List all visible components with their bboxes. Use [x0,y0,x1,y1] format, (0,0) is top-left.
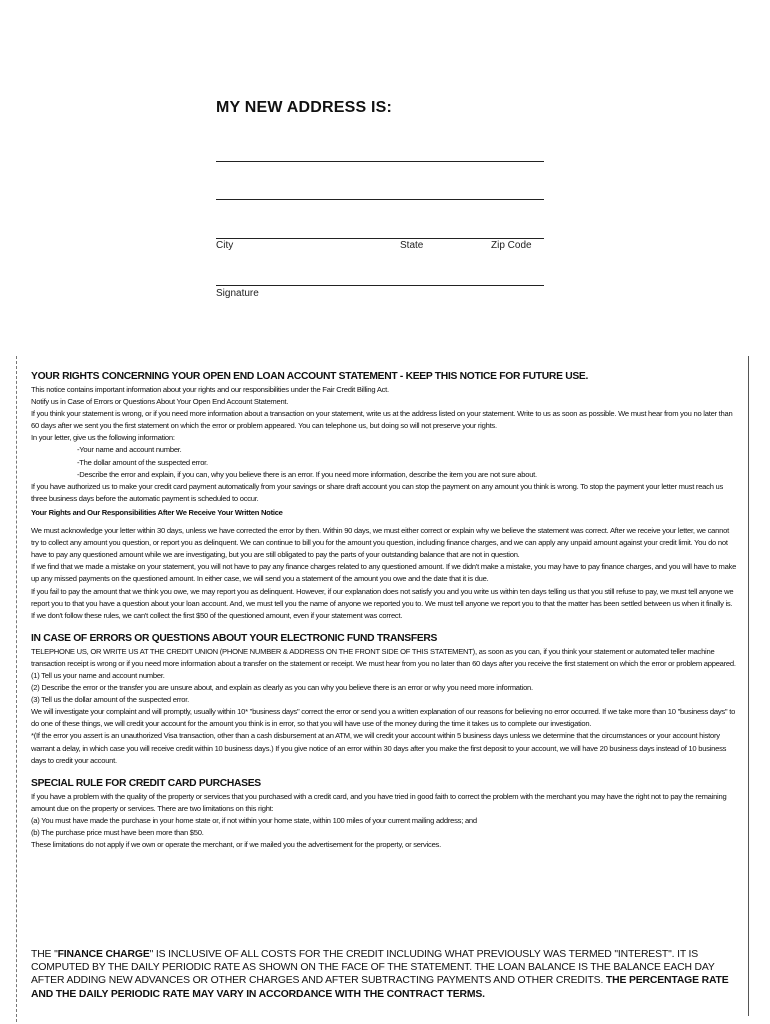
signature-line[interactable] [216,285,544,286]
rights-intro: This notice contains important information about your rights and our responsibilities under the Fair Credit Billing Act. [31,385,389,394]
special-item-a: (a) You must have made the purchase in your home state or, if not within your home state, within 100 miles of your current mailing address; and [31,815,477,825]
rights-subheading: Your Rights and Our Responsibilities After We Receive Your Written Notice [31,507,283,517]
rights-paragraph-4: If we find that we made a mistake on your statement, you will not have to pay any finance charges related to any questioned amount. If we didn't make a mistake, you may have to pay finance charges, and you will have to make up any missed payments on the questioned amount. In either case, we will send you a statement of the amount you owe and the date that it is due. [31,562,737,584]
notice-right-border [748,356,749,1016]
address-line-2[interactable] [216,199,544,200]
special-item-b: (b) The purchase price must have been more than $50. [31,828,204,837]
city-label: City [216,240,234,251]
notice-left-border [16,356,17,1022]
rights-in-letter: In your letter, give us the following information: [31,433,175,443]
address-form-title: MY NEW ADDRESS IS: [216,99,393,116]
address-line-1[interactable] [216,161,544,162]
finance-charge-statement [31,948,739,1001]
special-paragraph-1: If you have a problem with the quality of the property or services that you purchased with a credit card, and you have tried in good faith to correct the problem with the merchant you may have the right not to pay the remaining amount due on the property or services. There are two limitations on this right: [31,791,727,813]
special-paragraph-2: These limitations do not apply if we own or operate the merchant, or if we mailed you the advertisement for the property, or services. [31,840,441,850]
rights-item-3: -Describe the error and explain, if you can, why you believe there is an error. If you need more information, describe the item you are not sure about. [77,469,537,479]
finance-part-4: THE PERCENTAGE RATE AND THE DAILY PERIODIC RATE MAY VARY IN ACCORDANCE WITH THE CONTRACT TERMS. [31,975,729,1000]
eft-paragraph-2: We will investigate your complaint and will promptly, usually within 10* "business days" correct the error or send you a written explanation of our reasons for believing no error occurred. If we take more than 10 "business days" to do one of these things, we will credit your account for the amount you think is in error, so that you will have use of the money during the time it takes us to complete our investigation. [31,707,736,729]
signature-label: Signature [216,288,259,299]
rights-notify: Notify us in Case of Errors or Questions About Your Open End Account Statement. [31,397,289,407]
eft-heading: IN CASE OF ERRORS OR QUESTIONS ABOUT YOUR ELECTRONIC FUND TRANSFERS [31,632,438,644]
eft-paragraph-1: TELEPHONE US, OR WRITE US AT THE CREDIT UNION (PHONE NUMBER & ADDRESS ON THE FRONT SIDE OF THIS STATEMENT), as soon as you can, if you think your statement or automated teller machine transaction receipt is wrong or if you need more information about a transfer on the statement or receipt. We must hear from you no later than 60 days after you receive the first statement on which the error or problem appeared. [31,646,736,668]
finance-part-1: THE " [31,949,58,960]
eft-paragraph-3: *(If the error you assert is an unauthorized Visa transaction, other than a cash disbursement at an ATM, we will credit your account within 5 business days unless we determine that the circumstances or your account history warrant a delay, in which case you will receive credit within 10 business days.) If you give notice of an error within 30 days after you make the first deposit to your account, we will have 20 business days instead of 10 business days to credit your account. [31,731,727,765]
rights-item-2: -The dollar amount of the suspected error. [77,457,208,467]
city-state-zip-line[interactable] [216,238,544,239]
rights-paragraph-2: If you have authorized us to make your credit card payment automatically from your savings or share draft account you can stop the payment on any amount you think is wrong. To stop the payment your letter must reach us three business days before the automatic payment is scheduled to occur. [31,481,724,503]
rights-paragraph-3: We must acknowledge your letter within 30 days, unless we have corrected the error by then. Within 90 days, we must either correct or explain why we believe the statement was correct. After we receive your letter, we cannot try to collect any amount you question, or report you as delinquent. We can continue to bill you for the amount you question, including finance charges, and we can apply any unpaid amount against your credit limit. You do not have to pay any questioned amount while we are investigating, but you are still obligated to pay the parts of your outstanding balance that are not in question. [31,526,729,560]
rights-paragraph-5: If you fail to pay the amount that we think you owe, we may report you as delinquent. However, if our explanation does not satisfy you and you write us within ten days telling us that you still refuse to pay, we must tell anyone we report you to that you have a question about your loan account. And, we must tell you the name of anyone we reported you to. We must tell anyone we report you to that the matter has been settled between us when it finally is. [31,586,734,608]
finance-charge-term: FINANCE CHARGE [57,949,150,960]
rights-paragraph-1: If you think your statement is wrong, or if you need more information about a transaction on your statement, write us at the address listed on your statement. Write to us as soon as possible. We must hear from you no later than 60 days after we sent you the first statement on which the error or problem appeared. You can telephone us, but doing so will not preserve your rights. [31,409,733,431]
eft-item-2: (2) Describe the error or the transfer you are unsure about, and explain as clearly as you can why you believe there is an error or why you need more information. [31,683,533,693]
eft-item-3: (3) Tell us the dollar amount of the suspected error. [31,695,189,705]
rights-heading: YOUR RIGHTS CONCERNING YOUR OPEN END LOAN ACCOUNT STATEMENT - KEEP THIS NOTICE FOR FUTURE USE. [31,371,589,382]
rights-paragraph-6: If we don't follow these rules, we can't collect the first $50 of the questioned amount, even if your statement was correct. [31,610,403,620]
special-heading: SPECIAL RULE FOR CREDIT CARD PURCHASES [31,777,261,789]
finance-part-3: " IS INCLUSIVE OF ALL COSTS FOR THE CREDIT INCLUDING WHAT PREVIOUSLY WAS TERMED "INTEREST". IT IS COMPUTED BY THE DAILY PERIODIC RATE AS SHOWN ON THE FACE OF THE STATEMENT. THE LOAN BALANCE IS THE BALANCE EACH DAY AFTER ADDING NEW ADVANCES OR OTHER CHARGES AND AFTER SUBTRACTING PAYMENTS AND OTHER CREDITS. [31,949,715,987]
rights-item-1: -Your name and account number. [77,445,182,455]
notice-body [31,370,737,851]
zip-code-label: Zip Code [491,240,532,251]
state-label: State [400,240,424,251]
eft-item-1: (1) Tell us your name and account number. [31,670,165,680]
